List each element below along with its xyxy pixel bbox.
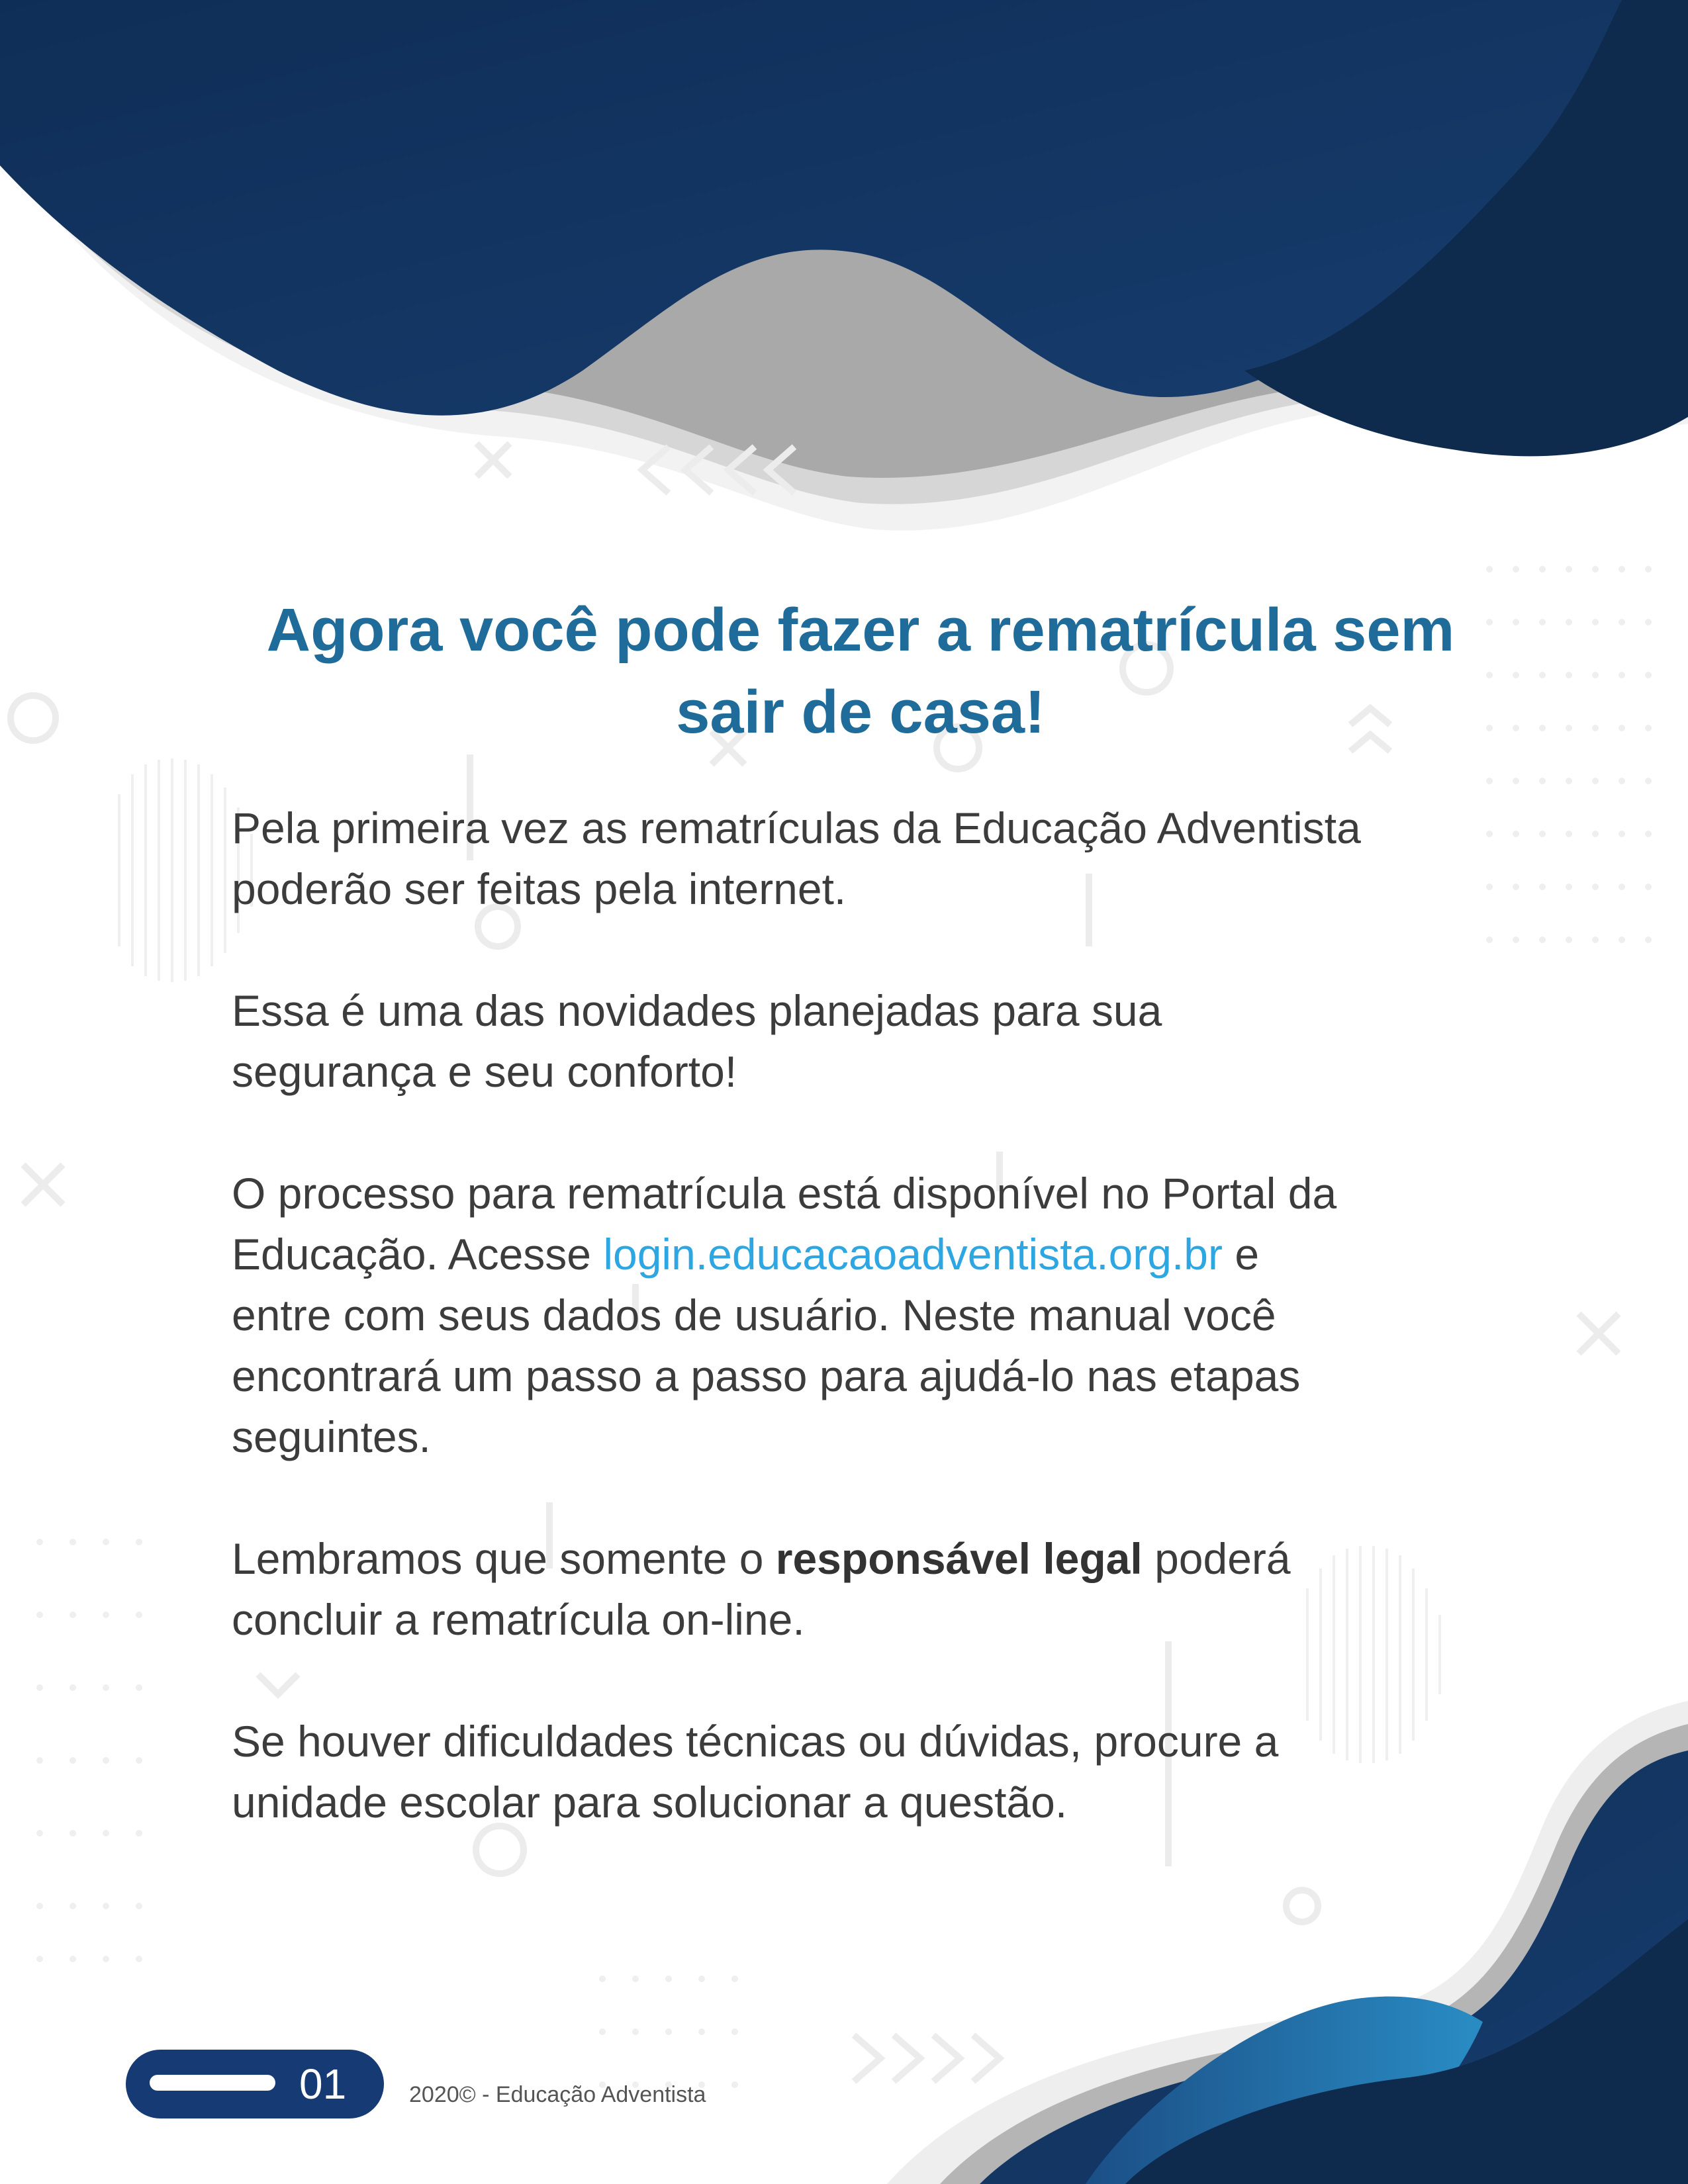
p3-line-4: encontrará um passo a passo para ajudá-lo nas etapas [232, 1351, 1301, 1400]
legal-guardian-emphasis: responsável legal [775, 1534, 1143, 1583]
paragraph-1 [232, 797, 1529, 919]
p4-post: poderá [1142, 1534, 1291, 1583]
p3-line-1: O processo para rematrícula está disponível no Portal da [232, 1169, 1337, 1218]
paragraph-2 [232, 980, 1529, 1102]
portal-link[interactable]: login.educacaoadventista.org.br [603, 1230, 1223, 1279]
p3-line-5: seguintes. [232, 1412, 431, 1461]
paragraph-4 [232, 1528, 1529, 1650]
title-line-2: sair de casa! [676, 678, 1045, 746]
p5-line-2: unidade escolar para solucionar a questão. [232, 1778, 1068, 1827]
p4-pre: Lembramos que somente o [232, 1534, 776, 1583]
page-title [165, 589, 1556, 753]
p2-line-2: segurança e seu conforto! [232, 1047, 737, 1096]
p2-line-1: Essa é uma das novidades planejadas para sua [232, 986, 1162, 1035]
p3-line-2-pre: Educação. Acesse [232, 1230, 604, 1279]
page-number: 01 [299, 2060, 347, 2108]
paragraph-3 [232, 1163, 1529, 1467]
p5-line-1: Se houver dificuldades técnicas ou dúvidas, procure a [232, 1717, 1279, 1766]
paragraph-5 [232, 1711, 1529, 1833]
title-line-1: Agora você pode fazer a rematrícula sem [266, 596, 1455, 664]
body-text [232, 797, 1529, 1893]
badge-bar [150, 2075, 275, 2091]
footer-copyright: 2020© - Educação Adventista [409, 2082, 706, 2107]
p1-line-1: Pela primeira vez as rematrículas da Educação Adventista [232, 803, 1361, 852]
p1-line-2: poderão ser feitas pela internet. [232, 864, 847, 913]
p3-line-2-post: e [1223, 1230, 1260, 1279]
p3-line-3: entre com seus dados de usuário. Neste manual você [232, 1291, 1276, 1340]
page-number-badge [126, 2050, 384, 2118]
p4-line-2: concluir a rematrícula on-line. [232, 1595, 805, 1644]
